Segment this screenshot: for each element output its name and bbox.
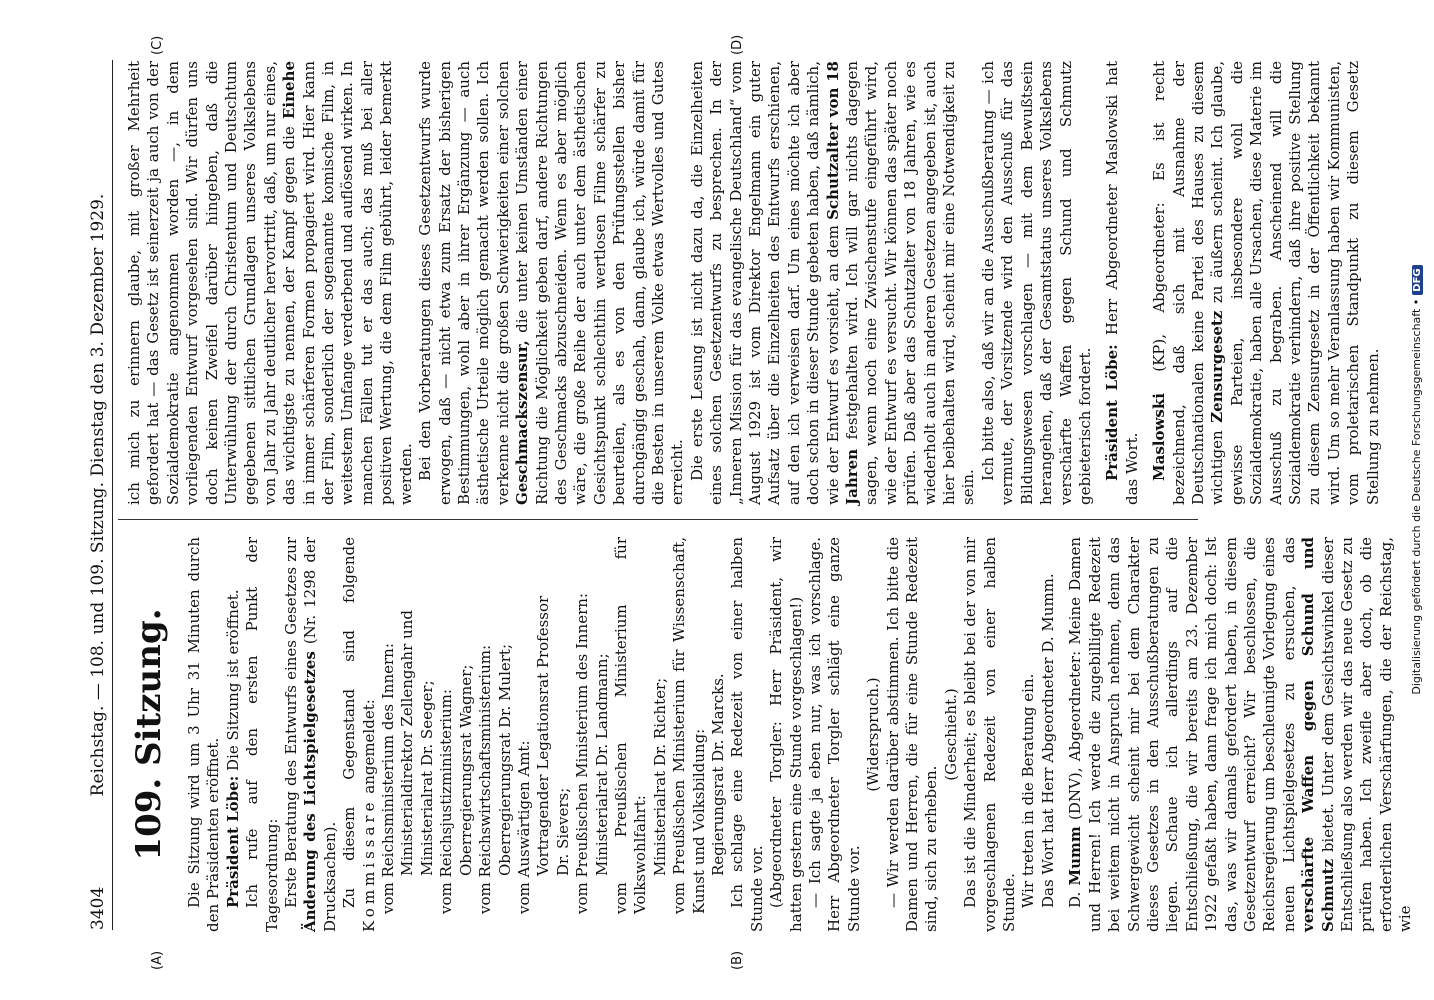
commissioner-name: Ministerialdirektor Zellengahr und <box>398 610 417 876</box>
paragraph: Bei den Vorberatungen dieses Gesetzentwurfs wurde erwogen, daß — nicht etwa zum Ersatz der bisherigen Bestimmungen, wohl aber in ihrer Ergänzung — auch ästhetische Urteile möglich gemacht werden sollen. Ich verkenne nicht die großen Schwierigkeiten einer solchen Geschmackszensur, die unter keinen Umständen einer Richtung die Möglichkeit geben darf, andere Richtungen des Geschmacks abzuschneiden. Wenn es aber möglich wäre, die große Reihe der auch unter dem ästhetischen Gesichtspunkt schlechthin wertlosen Filme schärfer zu beurteilen, als es von den Prüfungsstellen bisher durchgängig geschah, dann, glaube ich, würde damit für die Besten in unserem Volke etwas Wertvolles und Gutes erreicht. <box>416 61 687 505</box>
commissioner-name: Dr. Sievers; <box>553 787 572 876</box>
paragraph: Ich schlage eine Redezeit von einer halben Stunde vor. <box>728 537 766 932</box>
interjection: (Geschieht.) <box>941 688 960 781</box>
session-heading: 109. Sitzung. <box>129 608 169 861</box>
paragraph: Das Wort hat Herr Abgeordneter D. Mumm. <box>1038 573 1057 908</box>
commissioner-name: Oberregierungsrat Dr. Mulert; <box>495 643 514 876</box>
speech-maslowski: Maslowski (KP), Abgeordneter: Es ist recht bezeichnend, daß sich mit Ausnahme der Deutschnationalen keine Partei des Hauses zu diesem wichtigen Zensurgesetz zu äußern scheint. Ich glaube, gewisse Parteien, insbesondere wohl die Sozialdemokratie, haben alle Ursachen, diese Materie im Ausschuß zu begraben. Anscheinend will die Sozialdemokratie verhindern, daß ihre positive Stellung zu diesem Zensurgesetz in der Öffentlichkeit bekannt wird. Um so mehr Veranlassung haben wir Kommunisten, vom proletarischen Standpunkt zu diesem Gesetz Stellung zu nehmen. <box>1150 61 1382 505</box>
paragraph: — Ich sagte ja eben nur, was ich vorschlage. Herr Abgeordneter Torgler schlägt eine ganze Stunde vor. <box>806 537 863 932</box>
speaker-name: Präsident Löbe: <box>223 775 242 908</box>
margin-mark-a: (A) <box>150 950 165 970</box>
commissioner-name: Ministerialrat Dr. Richter; <box>650 677 669 876</box>
digitization-footer: Digitalisierung gefördert durch die Deutsche Forschungsgemeinschaft •DFG <box>1410 0 1423 960</box>
commissioner-name: Vortragender Legationsrat Professor <box>534 595 553 876</box>
paragraph: Das ist die Minderheit; es bleibt bei der von mir vorgeschlagenen Redezeit von einer halben Stunde. <box>961 537 1019 932</box>
commissioner-ministry: vom Reichsjustizministerium: <box>437 689 456 914</box>
right-column <box>125 61 1383 505</box>
speech-mumm: D. Mumm (DNV), Abgeordneter: Meine Damen und Herren! Ich werde die zugebilligte Redezeit bei weitem nicht in Anspruch nehmen, denn das Schwergewicht scheint mir bei dem Charakter dieses Gesetzes in den Ausschußberatungen zu liegen. Schaue ich allerdings auf die Entschließung, die wir bereits am 23. Dezember 1922 gefaßt haben, dann frage ich mich doch: Ist das, was wir damals gefordert haben, in diesem Gesetzentwurf erreicht? Wir beschlossen, die Reichsregierung um beschleunigte Vorlegung eines neuen Lichtspielgesetzes zu ersuchen, das verschärfte Waffen gegen Schund und Schmutz bietet. Unter dem Gesichtswinkel dieser Entschließung also werden wir das neue Gesetz zu prüfen haben. Ich zweifle aber doch, ob die erforderlichen Verschärfungen, die der Reichstag, wie <box>1066 537 1415 932</box>
commissioner-ministry: vom Reichsministerium des Innern: <box>379 643 398 914</box>
paragraph: Zu diesem Gegenstand sind folgende Kommissare angemeldet: <box>340 537 378 932</box>
page-number: 3404 <box>88 886 108 930</box>
margin-mark-c: (C) <box>150 35 165 55</box>
paragraph: Ich bitte also, daß wir an die Ausschußberatung — ich vermute, der Vorsitzende wird den Ausschuß für das Bildungswesen vorschlagen — mit dem Bewußtsein herangehen, daß der Gesamtstatus unseres Volkslebens verschärfte Waffen gegen Schund und Schmutz gebieterisch fordert. <box>978 61 1094 505</box>
interjection: (Widerspruch.) <box>864 677 883 792</box>
paragraph: — Wir werden darüber abstimmen. Ich bitte die Damen und Herren, die für eine Stunde Redezeit sind, sich zu erheben. <box>883 537 941 932</box>
commissioner-name: Ministerialrat Dr. Seeger; <box>417 680 436 876</box>
commissioner-ministry: vom Reichswirtschaftsministerium: <box>476 644 495 914</box>
agenda-item: Erste Beratung des Entwurfs eines Gesetzes zur Änderung des Lichtspielgesetzes (Nr. 1298 der Drucksachen). <box>282 537 339 932</box>
commissioner-ministry: vom Preußischen Ministerium für Wissenschaft, Kunst und Volksbildung: <box>670 537 708 914</box>
paragraph: Wir treten in die Beratung ein. <box>1019 673 1038 908</box>
commissioner-ministry: vom Preußischen Ministerium des Innern: <box>573 593 592 914</box>
page-header <box>80 60 113 930</box>
paragraph: Präsident Löbe: Die Sitzung ist eröffnet. <box>223 589 242 908</box>
margin-mark-d: (D) <box>730 34 745 55</box>
dfg-logo: DFG <box>1412 265 1423 294</box>
commissioner-name: Ministerialrat Dr. Landmann; <box>592 653 611 876</box>
commissioner-name: Regierungsrat Dr. Marcks. <box>708 673 727 876</box>
commissioner-ministry: vom Preußischen Ministerium für Volkswohlfahrt: <box>611 537 650 914</box>
running-title: Reichstag. — 108. und 109. Sitzung. Dienstag den 3. Dezember 1929. <box>88 193 108 797</box>
column-divider <box>118 519 1198 520</box>
interjection: (Abgeordneter Torgler: Herr Präsident, wir hatten gestern eine Stunde vorgeschlagen!) <box>767 537 805 932</box>
paragraph: Die erste Lesung ist nicht dazu da, die Einzelheiten eines solchen Gesetzentwurfs zu besprechen. In der „Inneren Mission für das evangelische Deutschland“ vom August 1929 ist vom Direktor Engelmann ein guter Aufsatz über die Einzelheiten des Entwurfs erschienen, auf den ich verweisen darf. Um eines möchte ich aber doch schon in dieser Stunde gebeten haben, daß nämlich, wie der Entwurf es vorsieht, an dem Schutzalter von 18 Jahren festgehalten wird. Ich will gar nichts dagegen sagen, wenn noch eine Zwischenstufe eingeführt wird, wie der Entwurf es versucht. Wir können das später noch prüfen. Daß aber das Schutzalter von 18 Jahren, wie es wiederholt auch in anderen Gesetzen angegeben ist, auch hier beibehalten wird, scheint mir eine Notwendigkeit zu sein. <box>687 61 978 505</box>
margin-mark-b: (B) <box>730 950 745 970</box>
commissioner-ministry: vom Auswärtigen Amt: <box>514 740 533 914</box>
speaker-name: Präsident Löbe: <box>1103 344 1122 481</box>
paragraph: ich mich zu erinnern glaube, mit großer Mehrheit gefordert hat — das Gesetz ist seinerzeit ja auch von der Sozialdemokratie angenommen worden —, in dem vorliegenden Entwurf vorgesehen sind. Wir dürfen uns doch keinen Zweifel darüber hingeben, daß die Unterwühlung der durch Christentum und Deutschtum gegebenen sittlichen Grundlagen unseres Volkslebens von Jahr zu Jahr deutlicher hervortritt, daß, um nur eines, das wichtigste zu nennen, der Kampf gegen die Einehe in immer schärferen Formen propagiert wird. Hier kann der Film, sonderlich der sogenannte komische Film, in weitestem Umfange verderbend und auflösend wirken. In manchen Fällen tut er das auch; das muß bei aller positiven Wertung, die dem Film gebührt, leider bemerkt werden. <box>125 61 415 505</box>
paragraph: Die Sitzung wird um 3 Uhr 31 Minuten durch den Präsidenten eröffnet. <box>185 537 223 932</box>
paragraph: Präsident Löbe: Herr Abgeordneter Maslowski hat das Wort. <box>1103 61 1141 505</box>
paragraph: Ich rufe auf den ersten Punkt der Tagesordnung: <box>243 537 281 932</box>
commissioner-name: Oberregierungsrat Wagner; <box>456 664 475 876</box>
left-column <box>125 537 1415 932</box>
